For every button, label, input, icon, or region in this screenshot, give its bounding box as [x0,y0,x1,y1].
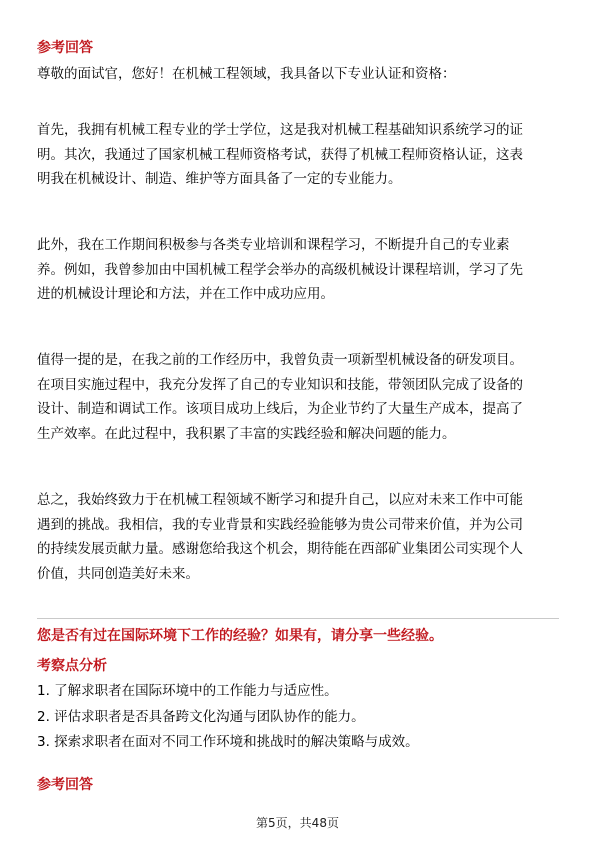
analysis-list [37,679,419,756]
analysis-item: 2. 评估求职者是否具备跨文化沟通与团队协作的能力。 [37,708,365,725]
answer-paragraph-project: 值得一提的是，在我之前的工作经历中，我曾负责一项新型机械设备的研发项目。 在项目实施过程中，我充分发挥了自己的专业知识和技能，带领团队完成了设备的 设计、制造和调试工作。该项目成功上线后，为企业节约了大量生产成本，提高了 生产效率。在此过程中，我积累了丰富的实践经验和解决问题的能力。 [37,352,523,442]
reference-answer-heading: 参考回答 [37,40,93,56]
answer-paragraph-greeting: 尊敬的面试官，您好！在机械工程领域，我具备以下专业认证和资格： [37,66,456,82]
interview-question: 您是否有过在国际环境下工作的经验？如果有，请分享一些经验。 [37,628,443,644]
analysis-item: 1. 了解求职者在国际环境中的工作能力与适应性。 [37,683,338,699]
analysis-heading: 考察点分析 [37,658,107,674]
reference-answer-heading-2: 参考回答 [37,777,93,793]
analysis-item: 3. 探索求职者在面对不同工作环境和挑战时的解决策略与成效。 [37,734,419,750]
answer-paragraph-training: 此外，我在工作期间积极参与各类专业培训和课程学习，不断提升自己的专业素 养。例如，我曾参加由中国机械工程学会举办的高级机械设计课程培训，学习了先 进的机械设计理论和方法，并在工作中成功应用。 [37,237,523,302]
section-divider [37,618,559,619]
answer-paragraph-conclusion: 总之，我始终致力于在机械工程领域不断学习和提升自己，以应对未来工作中可能 遇到的挑战。我相信，我的专业背景和实践经验能够为贵公司带来价值，并为公司 的持续发展贡献力量。感谢您给我这个机会，期待能在西部矿业集团公司实现个人 价值，共同创造美好未来。 [37,492,523,582]
page-number: 第5页，共48页 [256,816,339,830]
answer-paragraph-degree: 首先，我拥有机械工程专业的学士学位，这是我对机械工程基础知识系统学习的证 明。其次，我通过了国家机械工程师资格考试，获得了机械工程师资格认证，这表 明我在机械设计、制造、维护等方面具备了一定的专业能力。 [37,122,523,187]
